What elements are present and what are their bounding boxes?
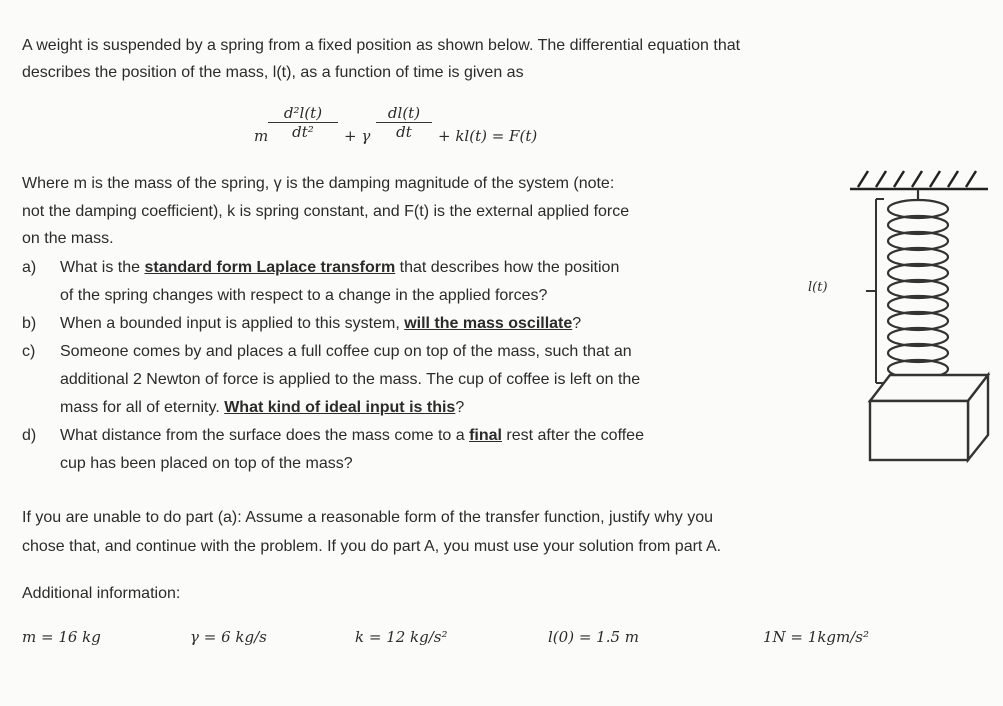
- spring-mass-diagram: [820, 165, 1000, 465]
- eq-first-derivative: [376, 104, 432, 141]
- question-b-label: b): [22, 315, 37, 332]
- intro-line-2: describes the position of the mass, l(t), as a function of time is given as: [22, 64, 524, 81]
- question-d-line-1: [60, 426, 644, 446]
- eq-first-derivative-numerator: dl(t): [376, 104, 432, 123]
- question-d-post: rest after the coffee: [501, 427, 644, 444]
- question-b-pre: When a bounded input is applied to this system,: [60, 315, 405, 332]
- question-a-pre: What is the: [60, 259, 145, 276]
- question-a-post: that describes how the position: [395, 259, 620, 276]
- length-label: l(t): [808, 280, 828, 295]
- question-c-highlight: What kind of ideal input is this: [224, 399, 456, 416]
- where-line-1: Where m is the mass of the spring, γ is the damping magnitude of the system (note:: [22, 175, 615, 192]
- info-spring-constant: k = 12 kg/s²: [355, 628, 448, 646]
- note-line-2: chose that, and continue with the problem. If you do part A, you must use your solution from part A.: [22, 538, 722, 555]
- info-newton-definition: 1N = 1kgm/s²: [763, 628, 869, 646]
- question-a-line-1: [60, 258, 619, 278]
- additional-heading: Additional information:: [22, 585, 181, 602]
- info-initial-position: l(0) = 1.5 m: [548, 628, 639, 646]
- question-d-pre: What distance from the surface does the mass come to a: [60, 427, 470, 444]
- question-b-highlight: will the mass oscillate: [404, 315, 573, 332]
- info-mass: m = 16 kg: [22, 628, 101, 646]
- eq-second-derivative: [268, 104, 338, 141]
- question-d-highlight: final: [469, 427, 502, 444]
- intro-line-1: A weight is suspended by a spring from a fixed position as shown below. The differential equation that: [22, 37, 741, 54]
- fixed-ceiling: [850, 171, 988, 189]
- eq-mass-symbol: m: [254, 127, 269, 145]
- length-bracket: [866, 199, 884, 383]
- eq-remainder: + kl(t) = F(t): [438, 127, 538, 145]
- question-a-highlight: standard form Laplace transform: [144, 259, 396, 276]
- question-a-label: a): [22, 259, 37, 276]
- question-c-line-2: additional 2 Newton of force is applied to the mass. The cup of coffee is left on the: [60, 371, 641, 388]
- question-d-label: d): [22, 427, 37, 444]
- question-d-line-2: cup has been placed on top of the mass?: [60, 455, 353, 472]
- question-a-line-2: of the spring changes with respect to a change in the applied forces?: [60, 287, 548, 304]
- question-c-line-1: Someone comes by and places a full coffee cup on top of the mass, such that an: [60, 343, 632, 360]
- eq-second-derivative-numerator: d²l(t): [268, 104, 338, 123]
- where-line-2: not the damping coefficient), k is spring constant, and F(t) is the external applied force: [22, 203, 630, 220]
- eq-second-derivative-denominator: dt²: [292, 123, 314, 141]
- where-line-3: on the mass.: [22, 230, 114, 247]
- spring-coil: [888, 189, 948, 387]
- question-b-line-1: [60, 314, 581, 334]
- question-c-label: c): [22, 343, 36, 360]
- question-c-pre: mass for all of eternity.: [60, 399, 225, 416]
- eq-plus-gamma: + γ: [344, 127, 371, 145]
- info-damping: γ = 6 kg/s: [190, 628, 267, 646]
- question-c-post: ?: [455, 399, 465, 416]
- question-b-post: ?: [572, 315, 582, 332]
- question-c-line-3: [60, 398, 464, 418]
- eq-first-derivative-denominator: dt: [396, 123, 412, 141]
- note-line-1: If you are unable to do part (a): Assume a reasonable form of the transfer function, justify why you: [22, 509, 714, 526]
- mass-block: [870, 375, 988, 460]
